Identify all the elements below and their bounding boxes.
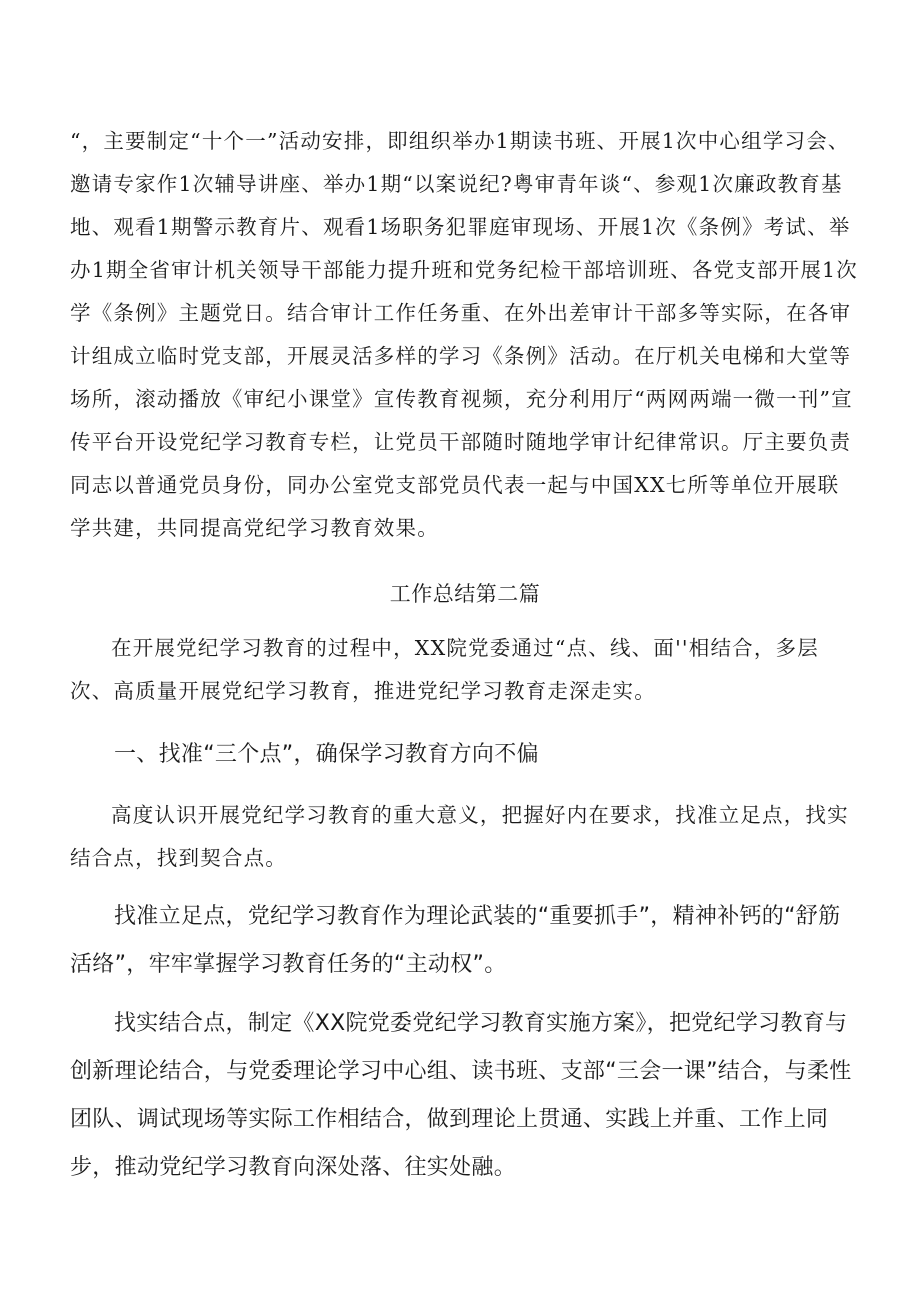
- body-paragraph: 找实结合点，制定《XX院党委党纪学习教育实施方案》，把党纪学习教育与创新理论结合，与党委理论学习中心组、读书班、支部“三会一课”结合，与柔性团队、调试现场等实际工作相结合，做到理论上贯通、实践上并重、工作上同步，推动党纪学习教育向深处落、往实处融。: [70, 1011, 852, 1180]
- body-paragraph: 找准立足点，党纪学习教育作为理论武装的“重要抓手”，精神补钙的“舒筋活络”，牢牢掌握学习教育任务的“主动权”。: [70, 904, 841, 977]
- body-paragraph: 高度认识开展党纪学习教育的重大意义，把握好内在要求，找准立足点，找实结合点，找到契合点。: [70, 803, 849, 870]
- section-title: 工作总结第二篇: [389, 582, 541, 606]
- subsection-heading: 一、找准“三个点”，确保学习教育方向不偏: [114, 742, 539, 767]
- body-paragraph: “，主要制定“十个一”活动安排，即组织举办1期读书班、开展1次中心组学习会、邀请专家作1次辅导讲座、举办1期“以案说纪?粤审青年谈“、参观1次廉政教育基地、观看1期警示教育片、观看1场职务犯罪庭审现场、开展1次《条例》考试、举办1期全省审计机关领导干部能力提升班和党务纪检干部培训班、各党支部开展1次学《条例》主题党日。结合审计工作任务重、在外出差审计干部多等实际，在各审计组成立临时党支部，开展灵活多样的学习《条例》活动。在厅机关电梯和大堂等场所，滚动播放《审纪小课堂》宣传教育视频，充分利用厅“两网两端一微一刊”宣传平台开设党纪学习教育专栏，让党员干部随时随地学审计纪律常识。厅主要负责同志以普通党员身份，同办公室党支部党员代表一起与中国XX七所等单位开展联学共建，共同提高党纪学习教育效果。: [70, 129, 858, 540]
- intro-paragraph: 在开展党纪学习教育的过程中，XX院党委通过“点、线、面''相结合，多层次、高质量开展党纪学习教育，推进党纪学习教育走深走实。: [70, 636, 819, 703]
